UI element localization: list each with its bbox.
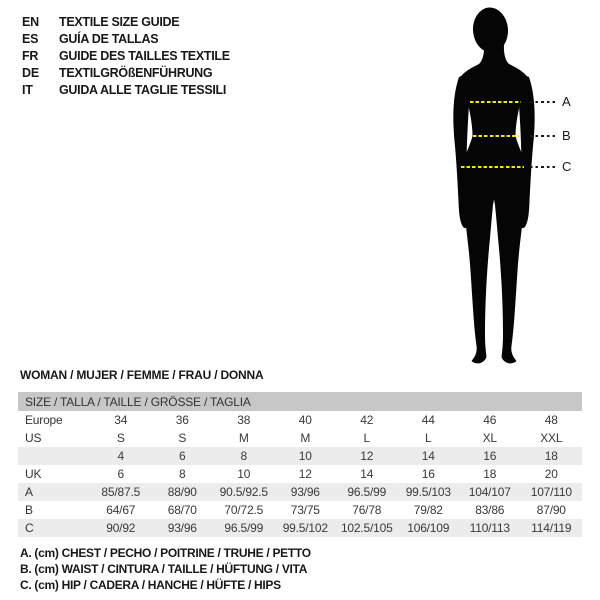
size-cell: 93/96 <box>290 485 320 499</box>
size-cell: 6 <box>179 449 186 463</box>
hip-measure-label: C <box>562 159 572 174</box>
size-cell: 79/82 <box>413 503 443 517</box>
table-row <box>18 501 582 519</box>
size-cell: 87/90 <box>536 503 566 517</box>
language-row <box>22 30 230 47</box>
size-cell: 12 <box>298 467 312 481</box>
table-row <box>18 483 582 501</box>
size-cell: 38 <box>237 413 251 427</box>
size-cell: 96.5/99 <box>347 485 387 499</box>
size-cell: 83/86 <box>475 503 505 517</box>
row-label: B <box>25 503 33 517</box>
size-cell: XL <box>482 431 497 445</box>
size-cell: XXL <box>540 431 563 445</box>
size-cell: M <box>238 431 249 445</box>
size-cell: 6 <box>117 467 124 481</box>
size-cell: 14 <box>360 467 374 481</box>
size-cell: 46 <box>483 413 497 427</box>
section-title: WOMAN / MUJER / FEMME / FRAU / DONNA <box>20 368 264 382</box>
row-label: A <box>25 485 33 499</box>
size-cell: 110/113 <box>469 521 510 535</box>
language-title: TEXTILGRÖßENFÜHRUNG <box>59 65 213 80</box>
size-cell: 99.5/102 <box>282 521 328 535</box>
size-cell: 90/92 <box>106 521 136 535</box>
size-cell: 12 <box>360 449 374 463</box>
language-title-list <box>22 13 230 98</box>
size-cell: 14 <box>421 449 435 463</box>
size-cell: 4 <box>117 449 124 463</box>
chest-dash-line <box>470 101 521 103</box>
size-cell: 36 <box>175 413 189 427</box>
size-cell: 114/119 <box>531 521 572 535</box>
size-cell: 10 <box>237 467 251 481</box>
language-code: FR <box>22 48 39 63</box>
woman-silhouette <box>400 0 600 380</box>
size-cell: 44 <box>421 413 435 427</box>
size-cell: 34 <box>114 413 128 427</box>
size-cell: 85/87.5 <box>101 485 141 499</box>
chest-callout-line <box>530 101 558 103</box>
row-label: US <box>25 431 42 445</box>
size-cell: 16 <box>483 449 497 463</box>
row-label: Europe <box>25 413 63 427</box>
table-row <box>18 465 582 483</box>
size-cell: 40 <box>298 413 312 427</box>
size-cell: L <box>363 431 370 445</box>
size-cell: 73/75 <box>290 503 320 517</box>
language-row <box>22 81 230 98</box>
waist-measure-label: B <box>562 128 571 143</box>
size-cell: 107/110 <box>530 485 572 499</box>
size-table-body <box>18 411 582 537</box>
table-header-row <box>18 392 582 411</box>
size-cell: 96.5/99 <box>224 521 264 535</box>
size-cell: 64/67 <box>106 503 136 517</box>
table-row <box>18 447 582 465</box>
language-title: GUIDA ALLE TAGLIE TESSILI <box>59 82 227 97</box>
table-header-label: SIZE / TALLA / TAILLE / GRÖSSE / TAGLIA <box>18 392 582 411</box>
legend-line: C. (cm) HIP / CADERA / HANCHE / HÜFTE / HIPS <box>20 578 281 592</box>
size-cell: 18 <box>544 449 558 463</box>
language-row <box>22 47 230 64</box>
size-cell: 70/72.5 <box>224 503 264 517</box>
size-cell: L <box>425 431 432 445</box>
row-label <box>18 447 90 465</box>
language-code: EN <box>22 14 39 29</box>
size-cell: 42 <box>360 413 374 427</box>
legend-line: B. (cm) WAIST / CINTURA / TAILLE / HÜFTUNG / VITA <box>20 562 308 576</box>
size-cell: 20 <box>544 467 558 481</box>
measurement-legend <box>20 546 311 594</box>
language-title: TEXTILE SIZE GUIDE <box>59 14 180 29</box>
size-cell: S <box>178 431 187 445</box>
size-cell: M <box>300 431 311 445</box>
size-cell: 93/96 <box>167 521 197 535</box>
table-row <box>18 429 582 447</box>
waist-dash-line <box>473 135 519 137</box>
language-row <box>22 13 230 30</box>
size-cell: 106/109 <box>407 521 450 535</box>
size-cell: S <box>116 431 125 445</box>
size-cell: 104/107 <box>468 485 511 499</box>
language-code: IT <box>22 82 33 97</box>
chest-measure-label: A <box>562 94 571 109</box>
language-code: ES <box>22 31 39 46</box>
table-row <box>18 411 582 429</box>
language-title: GUÍA DE TALLAS <box>59 31 159 46</box>
size-cell: 102.5/105 <box>340 521 393 535</box>
size-cell: 8 <box>179 467 186 481</box>
waist-callout-line <box>530 135 558 137</box>
row-label: C <box>25 521 34 535</box>
size-cell: 8 <box>240 449 247 463</box>
size-cell: 90.5/92.5 <box>219 485 268 499</box>
legend-line: A. (cm) CHEST / PECHO / POITRINE / TRUHE / PETTO <box>20 546 311 560</box>
size-cell: 16 <box>421 467 435 481</box>
hip-callout-line <box>530 166 558 168</box>
size-cell: 18 <box>483 467 497 481</box>
size-cell: 88/90 <box>167 485 197 499</box>
size-table <box>18 392 582 537</box>
row-label: UK <box>25 467 42 481</box>
hip-dash-line <box>461 166 524 168</box>
size-cell: 48 <box>544 413 558 427</box>
size-cell: 10 <box>298 449 312 463</box>
language-code: DE <box>22 65 39 80</box>
language-row <box>22 64 230 81</box>
size-cell: 68/70 <box>167 503 197 517</box>
table-row <box>18 519 582 537</box>
size-cell: 76/78 <box>352 503 382 517</box>
size-cell: 99.5/103 <box>405 485 451 499</box>
language-title: GUIDE DES TAILLES TEXTILE <box>59 48 230 63</box>
